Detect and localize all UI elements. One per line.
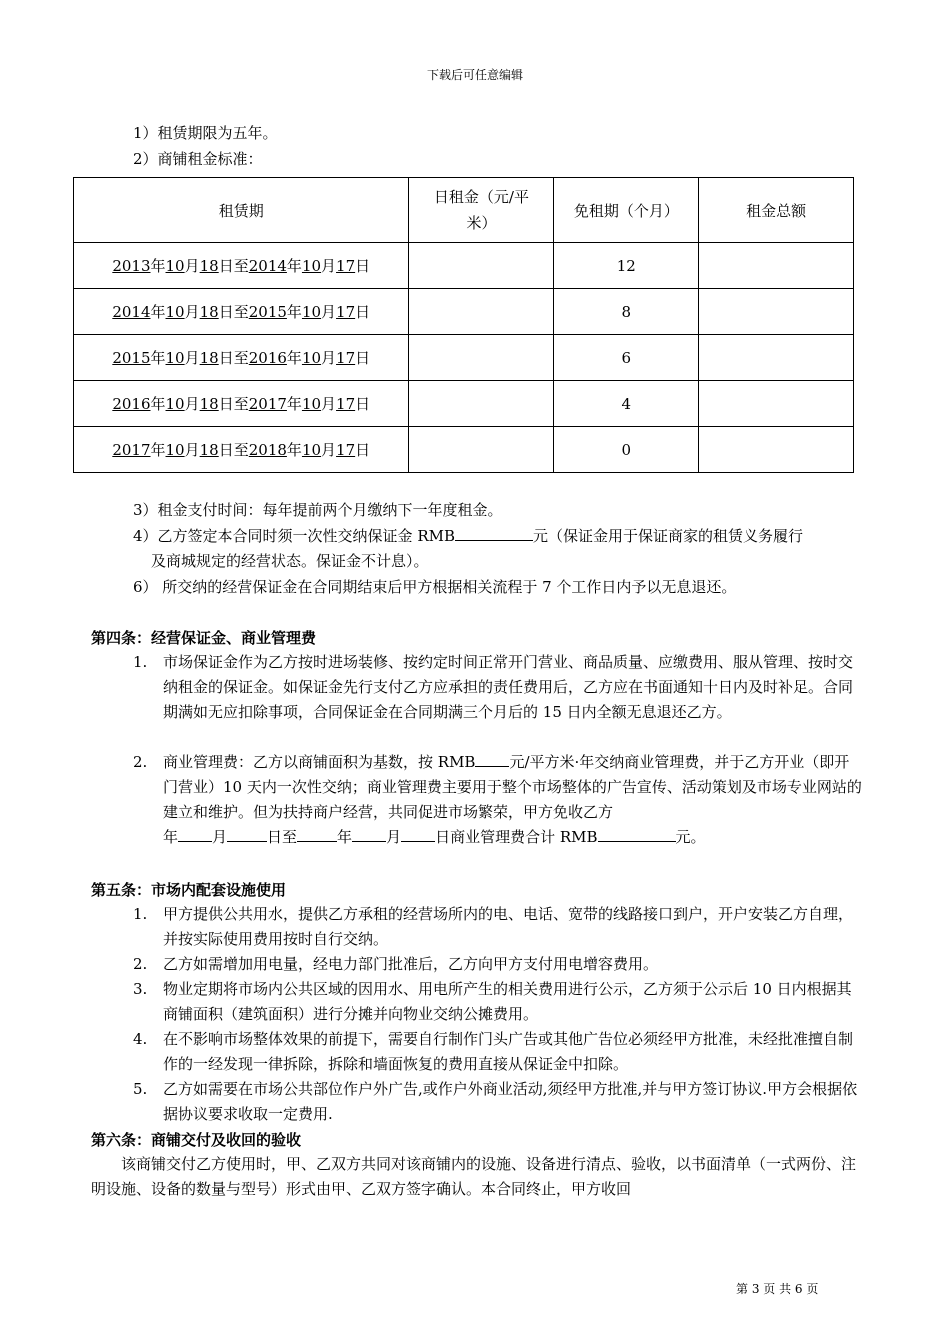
article-6-title: 第六条：商铺交付及收回的验收 <box>91 1131 302 1149</box>
daily-rent-cell <box>409 427 554 473</box>
rent-table <box>73 177 854 473</box>
period-cell: 2014年10月18日至2015年10月17日 <box>74 289 409 335</box>
article-4-item-1: 市场保证金作为乙方按时进场装修、按约定时间正常开门营业、商品质量、应缴费用、服从管理、按时交纳租金的保证金。如保证金先行支付乙方应承担的责任费用后，乙方应在书面通知十日内及时补足。合同期满如无应扣除事项，合同保证金在合同期满三个月后的 15 日内全额无息退还乙方。 <box>163 653 854 721</box>
header-free-period: 免租期（个月） <box>554 178 699 243</box>
item-number: 2. <box>133 753 148 771</box>
article-5-title: 第五条：市场内配套设施使用 <box>91 881 287 899</box>
article-4-item-2: 商业管理费：乙方以商铺面积为基数，按 RMB 元/平方米·年交纳商业管理费，并于乙方开业（即开门营业）10 天内一次性交纳；商业管理费主要用于整个市场整体的广告宣传、活动策划及市场专业网站的建立和维护。但为扶持商户经营，共同促进市场繁荣，甲方免收乙方 年 月 日至 年 月 日商业管理费合计 RMB 元。 <box>163 753 862 846</box>
header-daily-rent: 日租金（元/平米） <box>409 178 554 243</box>
daily-rent-cell <box>409 289 554 335</box>
table-header-row <box>74 178 854 243</box>
table-row <box>74 289 854 335</box>
daily-rent-cell <box>409 335 554 381</box>
total-rent-cell <box>699 335 854 381</box>
item-number: 2. <box>133 955 148 973</box>
article-4-title: 第四条：经营保证金、商业管理费 <box>91 629 317 647</box>
table-row <box>74 335 854 381</box>
header-period: 租赁期 <box>74 178 409 243</box>
free-period-cell: 6 <box>554 335 699 381</box>
deposit-line-cont: 及商城规定的经营状态。保证金不计息）。 <box>151 552 429 570</box>
article-6-body: 该商铺交付乙方使用时，甲、乙双方共同对该商铺内的设施、设备进行清点、验收，以书面清单（一式两份、注明设施、设备的数量与型号）形式由甲、乙双方签字确认。本合同终止，甲方收回 <box>91 1155 857 1198</box>
article-5-item-5: 乙方如需要在市场公共部位作户外广告,或作户外商业活动,须经甲方批准,并与甲方签订协议.甲方会根据依据协议要求收取一定费用. <box>163 1080 858 1123</box>
daily-rent-cell <box>409 381 554 427</box>
daily-rent-cell <box>409 243 554 289</box>
period-cell: 2017年10月18日至2018年10月17日 <box>74 427 409 473</box>
item-number: 5. <box>133 1080 148 1098</box>
period-cell: 2016年10月18日至2017年10月17日 <box>74 381 409 427</box>
term-line: 1）租赁期限为五年。 <box>133 124 278 142</box>
free-period-cell: 4 <box>554 381 699 427</box>
period-cell: 2013年10月18日至2014年10月17日 <box>74 243 409 289</box>
total-rent-cell <box>699 289 854 335</box>
page-number: 第 3 页 共 6 页 <box>736 1282 819 1296</box>
total-rent-cell <box>699 427 854 473</box>
rent-standard-line: 2）商铺租金标准： <box>133 150 263 168</box>
page-header: 下载后可任意编辑 <box>426 68 523 82</box>
free-period-cell: 12 <box>554 243 699 289</box>
item-number: 1. <box>133 905 148 923</box>
deposit-blank <box>455 526 533 541</box>
article-5-item-1: 甲方提供公共用水，提供乙方承租的经营场所内的电、电话、宽带的线路接口到户，开户安装乙方自理，并按实际使用费用按时自行交纳。 <box>163 905 854 948</box>
total-rent-cell <box>699 243 854 289</box>
article-5-item-2: 乙方如需增加用电量，经电力部门批准后，乙方向甲方支付用电增容费用。 <box>163 955 659 973</box>
free-period-cell: 8 <box>554 289 699 335</box>
item-number: 1. <box>133 653 148 671</box>
refund-line: 6） 所交纳的经营保证金在合同期结束后甲方根据相关流程于 7 个工作日内予以无息退还。 <box>133 578 737 596</box>
table-row <box>74 381 854 427</box>
item-number: 4. <box>133 1030 148 1048</box>
free-period-cell: 0 <box>554 427 699 473</box>
table-row <box>74 243 854 289</box>
header-total-rent: 租金总额 <box>699 178 854 243</box>
article-5-item-4: 在不影响市场整体效果的前提下，需要自行制作门头广告或其他广告位必须经甲方批准，未经批准擅自制作的一经发现一律拆除，拆除和墙面恢复的费用直接从保证金中扣除。 <box>163 1030 854 1073</box>
total-rent-cell <box>699 381 854 427</box>
payment-time-line: 3）租金支付时间：每年提前两个月缴纳下一年度租金。 <box>133 501 503 519</box>
table-row <box>74 427 854 473</box>
deposit-line: 4）乙方签定本合同时须一次性交纳保证金 RMB 元（保证金用于保证商家的租赁义务履行 <box>133 527 804 545</box>
item-number: 3. <box>133 980 148 998</box>
period-cell: 2015年10月18日至2016年10月17日 <box>74 335 409 381</box>
article-5-item-3: 物业定期将市场内公共区域的因用水、用电所产生的相关费用进行公示，乙方须于公示后 10 日内根据其商铺面积（建筑面积）进行分摊并向物业交纳公摊费用。 <box>163 980 852 1023</box>
